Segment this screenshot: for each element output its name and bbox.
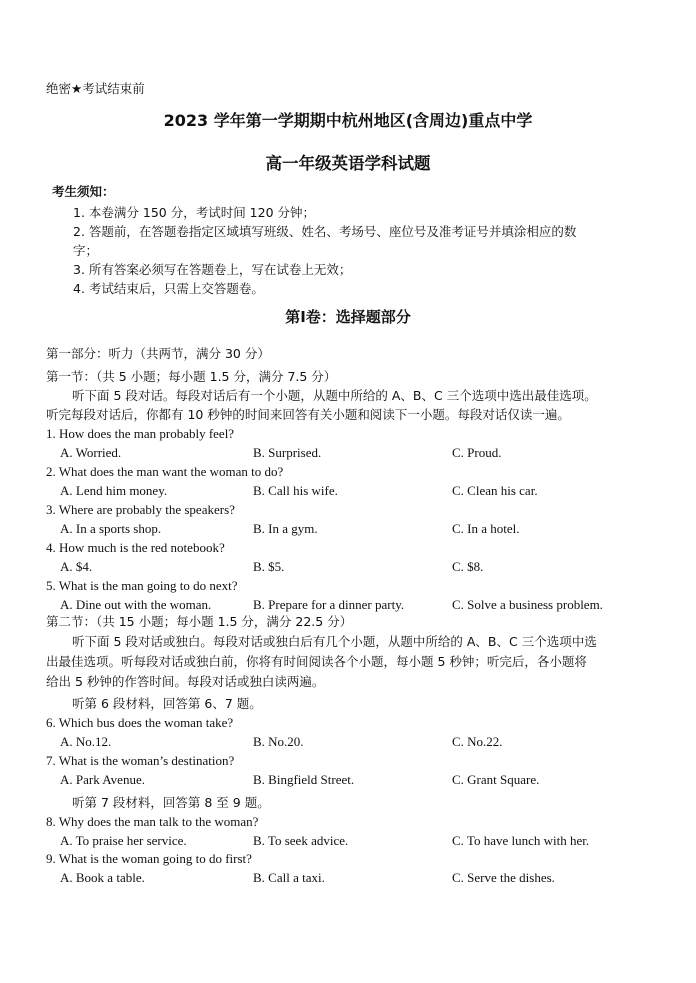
part1-heading-text: 第一部分：听力（共两节，满分 30 分）: [46, 346, 270, 361]
question-stem: 6. Which bus does the woman take?: [46, 715, 234, 730]
notice-item-1: 1. 本卷满分 150 分，考试时间 120 分钟；: [73, 205, 316, 220]
notice-item-2: 2. 答题前，在答题卷指定区域填写班级、姓名、考场号、座位号及准考证号并填涂相应的数: [73, 224, 577, 239]
option-a: A. Lend him money.: [60, 483, 168, 498]
section1-instr-2: 听完每段对话后，你都有 10 秒钟的时间来回答有关小题和阅读下一小题。每段对话仅读一遍。: [46, 407, 570, 422]
option-b: B. Call his wife.: [253, 483, 338, 498]
section2-heading: 第二节：（共 15 小题；每小题 1.5 分，满分 22.5 分）: [46, 614, 353, 629]
material-6-note: 听第 6 段材料，回答第 6、7 题。: [72, 696, 262, 711]
section2-instr-2: 出最佳选项。听每段对话或独白前，你将有时间阅读各个小题，每小题 5 秒钟；听完后，各小题将: [46, 654, 587, 669]
option-b: B. Prepare for a dinner party.: [253, 597, 405, 612]
section2-instr-3: 给出 5 秒钟的作答时间。每段对话或独白读两遍。: [46, 674, 325, 689]
option-b: B. In a gym.: [253, 521, 318, 536]
option-c: C. To have lunch with her.: [452, 833, 590, 848]
option-a: A. No.12.: [60, 734, 112, 749]
option-b: B. $5.: [253, 559, 285, 574]
option-a: A. Book a table.: [60, 870, 145, 885]
option-c: C. $8.: [452, 559, 484, 574]
notice-item-3: 3. 所有答案必须写在答题卷上，写在试卷上无效；: [73, 262, 352, 277]
question-stem: 2. What does the man want the woman to do?: [46, 464, 284, 479]
option-a: A. In a sports shop.: [60, 521, 162, 536]
option-b: B. To seek advice.: [253, 833, 349, 848]
question-stem: 1. How does the man probably feel?: [46, 426, 235, 441]
part1-heading: [46, 344, 270, 362]
option-c: C. Solve a business problem.: [452, 597, 603, 612]
question-stem: 3. Where are probably the speakers?: [46, 502, 235, 517]
option-c: C. Proud.: [452, 445, 502, 460]
option-c: C. In a hotel.: [452, 521, 520, 536]
option-a: A. Dine out with the woman.: [60, 597, 212, 612]
option-c: C. No.22.: [452, 734, 503, 749]
exam-subtitle: 高一年级英语学科试题: [265, 154, 431, 173]
option-c: C. Serve the dishes.: [452, 870, 555, 885]
option-b: B. Bingfield Street.: [253, 772, 355, 787]
confidential-mark: 绝密★考试结束前: [46, 81, 145, 96]
option-c: C. Clean his car.: [452, 483, 538, 498]
option-b: B. Call a taxi.: [253, 870, 325, 885]
notice-heading: 考生须知：: [52, 184, 115, 199]
option-b: B. No.20.: [253, 734, 304, 749]
option-c: C. Grant Square.: [452, 772, 540, 787]
option-a: A. Worried.: [60, 445, 122, 460]
section2-instr-1: 听下面 5 段对话或独白。每段对话或独白后有几个小题，从题中所给的 A、B、C 三个选项中选: [72, 634, 597, 649]
question-stem: 9. What is the woman going to do first?: [46, 851, 252, 866]
notice-item-2-cont: 字；: [73, 243, 99, 258]
notice-item-4: 4. 考试结束后，只需上交答题卷。: [73, 281, 264, 296]
option-b: B. Surprised.: [253, 445, 322, 460]
section1-heading: 第一节：（共 5 小题；每小题 1.5 分，满分 7.5 分）: [46, 369, 337, 384]
question-stem: 8. Why does the man talk to the woman?: [46, 814, 259, 829]
material-7-note: 听第 7 段材料，回答第 8 至 9 题。: [72, 795, 270, 810]
option-a: A. $4.: [60, 559, 93, 574]
exam-title: 2023 学年第一学期期中杭州地区(含周边)重点中学: [163, 111, 533, 130]
question-stem: 4. How much is the red notebook?: [46, 540, 225, 555]
option-a: A. Park Avenue.: [60, 772, 145, 787]
question-stem: 7. What is the woman’s destination?: [46, 753, 235, 768]
volume-title: 第Ⅰ卷：选择题部分: [285, 308, 411, 326]
question-stem: 5. What is the man going to do next?: [46, 578, 238, 593]
option-a: A. To praise her service.: [60, 833, 187, 848]
section1-instr-1: 听下面 5 段对话。每段对话后有一个小题，从题中所给的 A、B、C 三个选项中选出最佳选项。: [72, 388, 597, 403]
